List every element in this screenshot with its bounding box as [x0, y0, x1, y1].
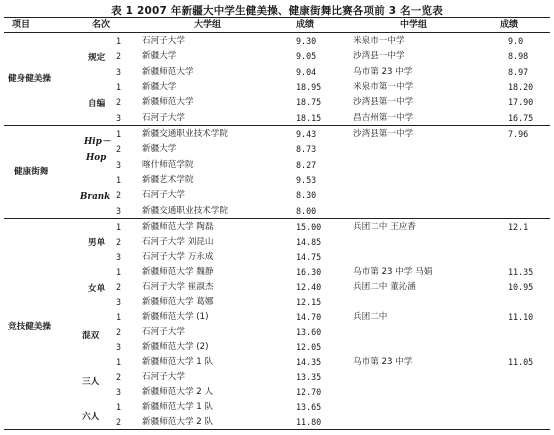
- project-label-street-dance: 健康街舞: [14, 167, 49, 177]
- sub-label-self-choreographed: 自编: [88, 99, 106, 109]
- project-label-competitive-aerobics: 竞技健美操: [8, 322, 51, 332]
- rank-cell: 3: [116, 387, 122, 397]
- sub-label-mixed-pair: 混双: [82, 331, 100, 341]
- highschool-score-cell: 8.98: [508, 51, 529, 62]
- university-cell: 新疆交通职业技术学院: [142, 129, 228, 139]
- highschool-cell: 昌吉州第一中学: [353, 112, 414, 123]
- rank-cell: 3: [116, 342, 122, 352]
- university-score-cell: 8.27: [296, 159, 317, 170]
- section-divider-2: [4, 218, 550, 219]
- university-score-cell: 9.53: [296, 174, 317, 185]
- rank-cell: 1: [116, 36, 122, 46]
- highschool-score-cell: 8.97: [508, 66, 529, 77]
- table-top-rule: [4, 17, 550, 18]
- university-score-cell: 14.75: [296, 252, 322, 262]
- university-score-cell: 18.75: [296, 97, 322, 108]
- university-cell: 新疆师范大学 魏静: [142, 267, 214, 277]
- university-score-cell: 9.43: [296, 129, 317, 139]
- university-score-cell: 12.15: [296, 297, 322, 307]
- highschool-cell: 沙湾县一中学: [353, 51, 405, 62]
- university-score-cell: 14.70: [296, 312, 322, 322]
- university-cell: 新疆师范大学 (2): [142, 342, 209, 352]
- university-score-cell: 12.40: [296, 282, 322, 292]
- university-score-cell: 8.30: [296, 190, 317, 201]
- sub-label-hip: Hip－: [84, 137, 111, 147]
- university-cell: 新疆大学: [142, 81, 177, 92]
- highschool-score-cell: 12.1: [508, 222, 529, 232]
- university-score-cell: 9.05: [296, 51, 317, 62]
- rank-cell: 1: [116, 81, 122, 92]
- sub-label-prescribed: 规定: [88, 53, 106, 63]
- rank-cell: 2: [116, 190, 122, 201]
- highschool-cell: 乌市第 23 中学 马娟: [353, 267, 433, 277]
- university-cell: 喀什师范学院: [142, 159, 194, 170]
- highschool-cell: 乌市第 23 中学: [353, 357, 413, 367]
- university-score-cell: 14.85: [296, 237, 322, 247]
- highschool-score-cell: 11.05: [508, 357, 534, 367]
- section-divider-1: [4, 125, 550, 126]
- sub-label-mens-single: 男单: [88, 238, 106, 248]
- highschool-score-cell: 11.35: [508, 267, 534, 277]
- university-score-cell: 8.73: [296, 144, 317, 155]
- project-label-fitness-aerobics: 健身健美操: [8, 74, 51, 84]
- university-cell: 新疆师范大学 2 人: [142, 387, 214, 397]
- highschool-score-cell: 9.0: [508, 36, 524, 46]
- university-cell: 石河子大学: [142, 327, 185, 337]
- header-highschool-group: 中学组: [400, 20, 428, 30]
- university-cell: 石河子大学 崔淑杰: [142, 282, 214, 292]
- header-university-group: 大学组: [194, 20, 222, 30]
- university-cell: 新疆艺术学院: [142, 174, 194, 185]
- rank-cell: 1: [116, 357, 122, 367]
- rank-cell: 3: [116, 112, 122, 123]
- university-score-cell: 12.05: [296, 342, 322, 352]
- university-score-cell: 15.00: [296, 222, 322, 232]
- rank-cell: 2: [116, 144, 122, 155]
- header-bottom-rule: [4, 32, 550, 33]
- highschool-score-cell: 16.75: [508, 112, 534, 123]
- university-cell: 石河子大学: [142, 190, 185, 201]
- university-cell: 石河子大学 刘昆山: [142, 237, 214, 247]
- rank-cell: 2: [116, 282, 122, 292]
- sub-label-trio: 三人: [82, 377, 100, 387]
- university-score-cell: 13.65: [296, 402, 322, 412]
- university-cell: 新疆师范大学 2 队: [142, 417, 214, 427]
- university-cell: 新疆交通职业技术学院: [142, 205, 228, 216]
- highschool-cell: 沙湾县第一中学: [353, 129, 414, 139]
- highschool-score-cell: 10.95: [508, 282, 534, 292]
- university-cell: 石河子大学 万永成: [142, 252, 214, 262]
- highschool-cell: 沙湾县第一中学: [353, 97, 414, 108]
- rank-cell: 1: [116, 174, 122, 185]
- rank-cell: 2: [116, 327, 122, 337]
- university-cell: 新疆大学: [142, 144, 177, 155]
- sub-label-womens-single: 女单: [88, 284, 106, 294]
- highschool-score-cell: 11.10: [508, 312, 534, 322]
- highschool-cell: 乌市第 23 中学: [353, 66, 413, 77]
- university-score-cell: 12.70: [296, 387, 322, 397]
- rank-cell: 2: [116, 417, 122, 427]
- university-score-cell: 18.95: [296, 81, 322, 92]
- rank-cell: 1: [116, 402, 122, 412]
- table-caption: 表 1 2007 年新疆大中学生健美操、健康街舞比赛各项前 3 名一览表: [111, 5, 443, 17]
- university-cell: 新疆师范大学 葛娜: [142, 297, 214, 307]
- header-rank: 名次: [92, 20, 111, 30]
- sub-label-hop: Hop: [86, 153, 107, 163]
- highschool-score-cell: 17.90: [508, 97, 534, 108]
- table-bottom-rule: [4, 429, 550, 430]
- highschool-cell: 兵团二中: [353, 312, 388, 322]
- university-cell: 新疆师范大学 陶磊: [142, 222, 214, 232]
- university-score-cell: 8.00: [296, 205, 317, 216]
- university-score-cell: 18.15: [296, 112, 322, 123]
- rank-cell: 2: [116, 237, 122, 247]
- header-highschool-score: 成绩: [500, 20, 519, 30]
- university-score-cell: 11.80: [296, 417, 322, 427]
- university-score-cell: 13.60: [296, 327, 322, 337]
- university-cell: 新疆师范大学: [142, 66, 194, 77]
- university-cell: 石河子大学: [142, 36, 185, 46]
- rank-cell: 3: [116, 66, 122, 77]
- university-cell: 新疆师范大学 1 队: [142, 402, 214, 412]
- rank-cell: 1: [116, 267, 122, 277]
- rank-cell: 3: [116, 159, 122, 170]
- rank-cell: 1: [116, 312, 122, 322]
- rank-cell: 2: [116, 51, 122, 62]
- highschool-score-cell: 7.96: [508, 129, 529, 139]
- highschool-cell: 米泉市第一中学: [353, 81, 414, 92]
- university-score-cell: 9.30: [296, 36, 317, 46]
- highschool-cell: 米泉市一中学: [353, 36, 405, 46]
- university-score-cell: 14.35: [296, 357, 322, 367]
- rank-cell: 1: [116, 129, 122, 139]
- university-cell: 石河子大学: [142, 372, 185, 382]
- university-score-cell: 9.04: [296, 66, 317, 77]
- university-score-cell: 16.30: [296, 267, 322, 277]
- highschool-cell: 兵团二中 董沁涵: [353, 282, 416, 292]
- highschool-cell: 兵团二中 王应香: [353, 222, 416, 232]
- header-university-score: 成绩: [296, 20, 315, 30]
- header-project: 项目: [12, 20, 31, 30]
- university-score-cell: 13.35: [296, 372, 322, 382]
- rank-cell: 1: [116, 222, 122, 232]
- university-cell: 新疆师范大学 1 队: [142, 357, 214, 367]
- highschool-score-cell: 18.20: [508, 81, 534, 92]
- rank-cell: 3: [116, 252, 122, 262]
- university-cell: 新疆大学: [142, 51, 177, 62]
- rank-cell: 2: [116, 97, 122, 108]
- university-cell: 新疆师范大学 (1): [142, 312, 209, 322]
- rank-cell: 2: [116, 372, 122, 382]
- university-cell: 新疆师范大学: [142, 97, 194, 108]
- sub-label-brank: Brank: [80, 192, 111, 202]
- sub-label-six-person: 六人: [82, 412, 100, 422]
- university-cell: 石河子大学: [142, 112, 185, 123]
- rank-cell: 3: [116, 297, 122, 307]
- rank-cell: 3: [116, 205, 122, 216]
